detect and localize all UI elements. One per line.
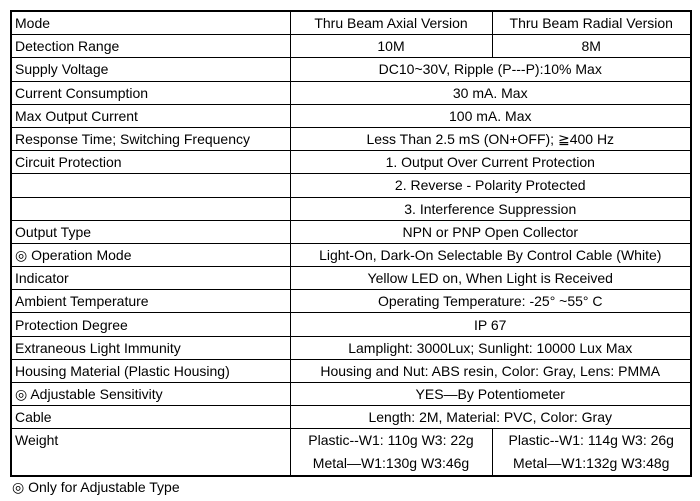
detection-range-radial: 8M: [492, 35, 691, 58]
spec-value: Lamplight: 3000Lux; Sunlight: 10000 Lux Max: [290, 336, 691, 359]
spec-value: IP 67: [290, 313, 691, 336]
weight-label: Weight: [11, 429, 290, 477]
spec-value: YES—By Potentiometer: [290, 383, 691, 406]
spec-label: ◎ Operation Mode: [11, 243, 290, 266]
spec-row: [11, 336, 691, 359]
spec-row: [11, 104, 691, 127]
spec-row: [11, 220, 691, 243]
spec-value: 100 mA. Max: [290, 104, 691, 127]
spec-label: Response Time; Switching Frequency: [11, 127, 290, 150]
weight-radial-plastic: Plastic--W1: 114g W3: 26g: [508, 432, 674, 449]
spec-value: Operating Temperature: -25° ~55° C: [290, 290, 691, 313]
spec-label: [11, 174, 290, 197]
spec-label: Indicator: [11, 267, 290, 290]
spec-row: [11, 197, 691, 220]
spec-row: [11, 243, 691, 266]
spec-label: Ambient Temperature: [11, 290, 290, 313]
spec-label: Cable: [11, 406, 290, 429]
spec-label: Housing Material (Plastic Housing): [11, 359, 290, 382]
spec-row: [11, 174, 691, 197]
spec-value: Yellow LED on, When Light is Received: [290, 267, 691, 290]
spec-value: 3. Interference Suppression: [290, 197, 691, 220]
spec-value: 1. Output Over Current Protection: [290, 151, 691, 174]
spec-label: Current Consumption: [11, 81, 290, 104]
weight-radial-cell: [492, 429, 691, 477]
spec-row: [11, 267, 691, 290]
spec-label: Max Output Current: [11, 104, 290, 127]
header-row: [11, 11, 691, 35]
spec-value: Housing and Nut: ABS resin, Color: Gray, Lens: PMMA: [290, 359, 691, 382]
detection-range-axial: 10M: [290, 35, 492, 58]
spec-label: Circuit Protection: [11, 151, 290, 174]
spec-row: [11, 290, 691, 313]
spec-row: [11, 151, 691, 174]
detection-range-row: [11, 35, 691, 58]
spec-row: [11, 58, 691, 81]
detection-range-label: Detection Range: [11, 35, 290, 58]
radial-version-header: Thru Beam Radial Version: [492, 11, 691, 35]
spec-value: 30 mA. Max: [290, 81, 691, 104]
spec-row: [11, 406, 691, 429]
axial-version-header: Thru Beam Axial Version: [290, 11, 492, 35]
weight-axial-cell: [290, 429, 492, 477]
spec-value: 2. Reverse - Polarity Protected: [290, 174, 691, 197]
spec-row: [11, 359, 691, 382]
spec-row: [11, 383, 691, 406]
weight-row: [11, 429, 691, 477]
weight-axial-metal: Metal—W1:130g W3:46g: [312, 455, 470, 472]
weight-axial-plastic: Plastic--W1: 110g W3: 22g: [308, 432, 474, 449]
adjustable-type-footnote: ◎ Only for Adjustable Type: [12, 479, 180, 495]
spec-row: [11, 313, 691, 336]
spec-row: [11, 81, 691, 104]
spec-label: Output Type: [11, 220, 290, 243]
spec-label: [11, 197, 290, 220]
spec-row: [11, 127, 691, 150]
spec-value: DC10~30V, Ripple (P---P):10% Max: [290, 58, 691, 81]
spec-label: Protection Degree: [11, 313, 290, 336]
spec-value: Length: 2M, Material: PVC, Color: Gray: [290, 406, 691, 429]
spec-label: ◎ Adjustable Sensitivity: [11, 383, 290, 406]
spec-value: Less Than 2.5 mS (ON+OFF); ≧400 Hz: [290, 127, 691, 150]
specification-table: [10, 10, 692, 477]
weight-radial-metal: Metal—W1:132g W3:48g: [513, 455, 670, 472]
spec-value: Light-On, Dark-On Selectable By Control Cable (White): [290, 243, 691, 266]
spec-value: NPN or PNP Open Collector: [290, 220, 691, 243]
spec-label: Supply Voltage: [11, 58, 290, 81]
mode-header: Mode: [11, 11, 290, 35]
spec-label: Extraneous Light Immunity: [11, 336, 290, 359]
